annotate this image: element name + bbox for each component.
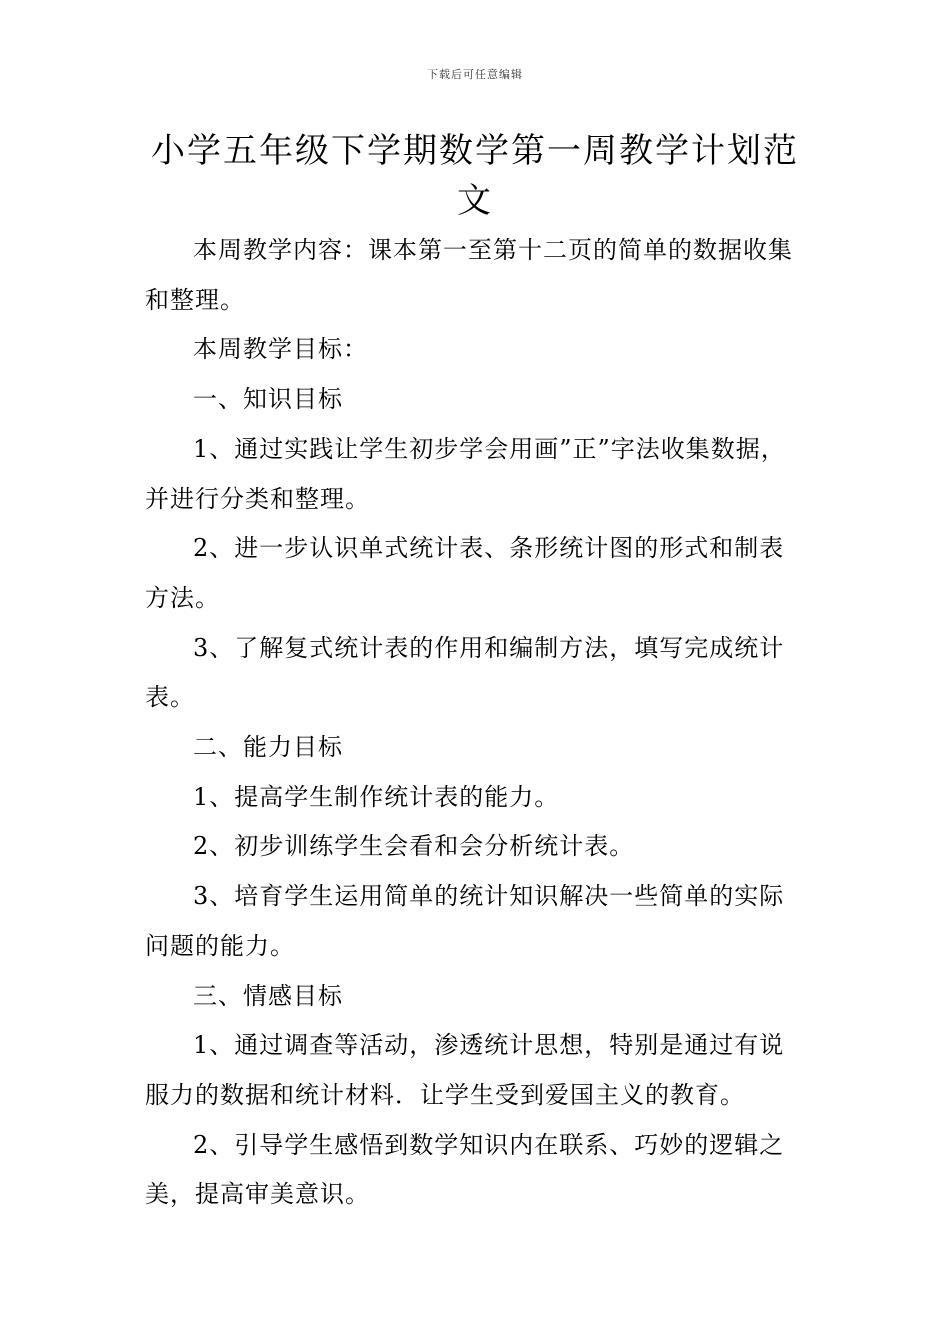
title-line-1: 小学五年级下学期数学第一周教学计划范 bbox=[151, 131, 799, 171]
section-heading-knowledge: 一、知识目标 bbox=[193, 385, 343, 414]
document-body bbox=[145, 226, 807, 1220]
section-heading-ability: 二、能力目标 bbox=[193, 733, 343, 762]
list-item: 2、引导学生感悟到数学知识内在联系、巧妙的逻辑之美，提高审美意识。 bbox=[145, 1130, 785, 1209]
page-title bbox=[145, 126, 805, 226]
list-item: 1、通过调查等活动，渗透统计思想，特别是通过有说服力的数据和统计材料．让学生受到爱国主义的教育。 bbox=[145, 1031, 785, 1109]
section-heading-emotion: 三、情感目标 bbox=[193, 981, 343, 1010]
paragraph-goals-heading: 本周教学目标： bbox=[193, 335, 368, 364]
list-item: 2、初步训练学生会看和会分析统计表。 bbox=[193, 832, 635, 861]
title-line-2: 文 bbox=[457, 181, 493, 221]
list-item: 1、通过实践让学生初步学会用画”正”字法收集数据，并进行分类和整理。 bbox=[145, 434, 786, 513]
download-note: 下载后可任意编辑 bbox=[427, 68, 523, 81]
paragraph-content-scope: 本周教学内容：课本第一至第十二页的简单的数据收集和整理。 bbox=[145, 236, 793, 314]
list-item: 3、培育学生运用简单的统计知识解决一些简单的实际问题的能力。 bbox=[145, 882, 785, 960]
list-item: 1、提高学生制作统计表的能力。 bbox=[193, 782, 560, 811]
list-item: 3、了解复式统计表的作用和编制方法，填写完成统计表。 bbox=[145, 633, 785, 712]
list-item: 2、进一步认识单式统计表、条形统计图的形式和制表方法。 bbox=[145, 534, 785, 612]
